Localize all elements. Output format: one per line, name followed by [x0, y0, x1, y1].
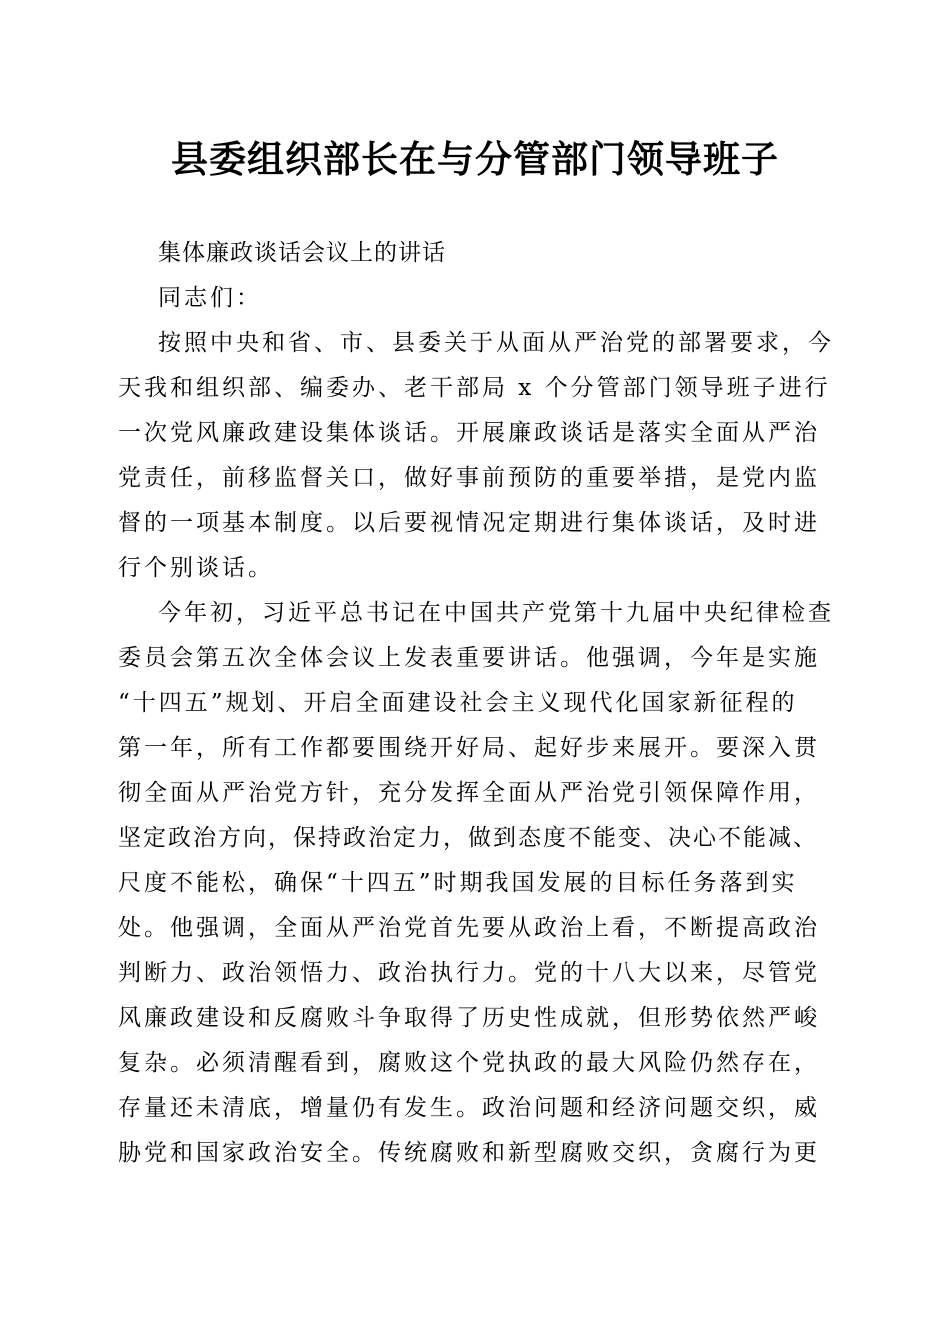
paragraph-line: “十四五”规划、开启全面建设社会主义现代化国家新征程的 [118, 690, 798, 716]
paragraph-line: 党责任，前移监督关口，做好事前预防的重要举措，是党内监 [118, 465, 820, 491]
paragraph-line: 判断力、政治领悟力、政治执行力。党的十八大以来，尽管党 [118, 960, 820, 986]
paragraph-line: 坚定政治方向，保持政治定力，做到态度不能变、决心不能减、 [118, 825, 818, 851]
document-title: 县委组织部长在与分管部门领导班子 [171, 137, 779, 181]
salutation: 同志们： [158, 285, 262, 311]
paragraph-line: 今年初，习近平总书记在中国共产党第十九届中央纪律检查 [158, 600, 834, 626]
paragraph-line: 天我和组织部、编委办、老干部局 x 个分管部门领导班子进行 [118, 375, 831, 401]
paragraph-line: 第一年，所有工作都要围绕开好局、起好步来展开。要深入贯 [118, 735, 820, 761]
paragraph-line: 复杂。必须清醒看到，腐败这个党执政的最大风险仍然存在， [118, 1050, 820, 1076]
paragraph-line: 胁党和国家政治安全。传统腐败和新型腐败交织，贪腐行为更 [118, 1140, 820, 1166]
document-subtitle: 集体廉政谈话会议上的讲话 [158, 240, 446, 266]
paragraph-line: 一次党风廉政建设集体谈话。开展廉政谈话是落实全面从严治 [118, 420, 820, 446]
paragraph-line: 行个别谈话。 [118, 555, 274, 581]
paragraph-line: 存量还未清底，增量仍有发生。政治问题和经济问题交织，威 [118, 1095, 820, 1121]
paragraph-line: 彻全面从严治党方针，充分发挥全面从严治党引领保障作用， [118, 780, 820, 806]
paragraph-line: 督的一项基本制度。以后要视情况定期进行集体谈话，及时进 [118, 510, 820, 536]
paragraph-line: 委员会第五次全体会议上发表重要讲话。他强调，今年是实施 [118, 645, 820, 671]
paragraph-line: 尺度不能松，确保“十四五”时期我国发展的目标任务落到实 [118, 870, 798, 896]
paragraph-line: 处。他强调，全面从严治党首先要从政治上看，不断提高政治 [118, 915, 820, 941]
paragraph-line: 风廉政建设和反腐败斗争取得了历史性成就，但形势依然严峻 [118, 1005, 820, 1031]
paragraph-line: 按照中央和省、市、县委关于从面从严治党的部署要求，今 [158, 330, 834, 356]
